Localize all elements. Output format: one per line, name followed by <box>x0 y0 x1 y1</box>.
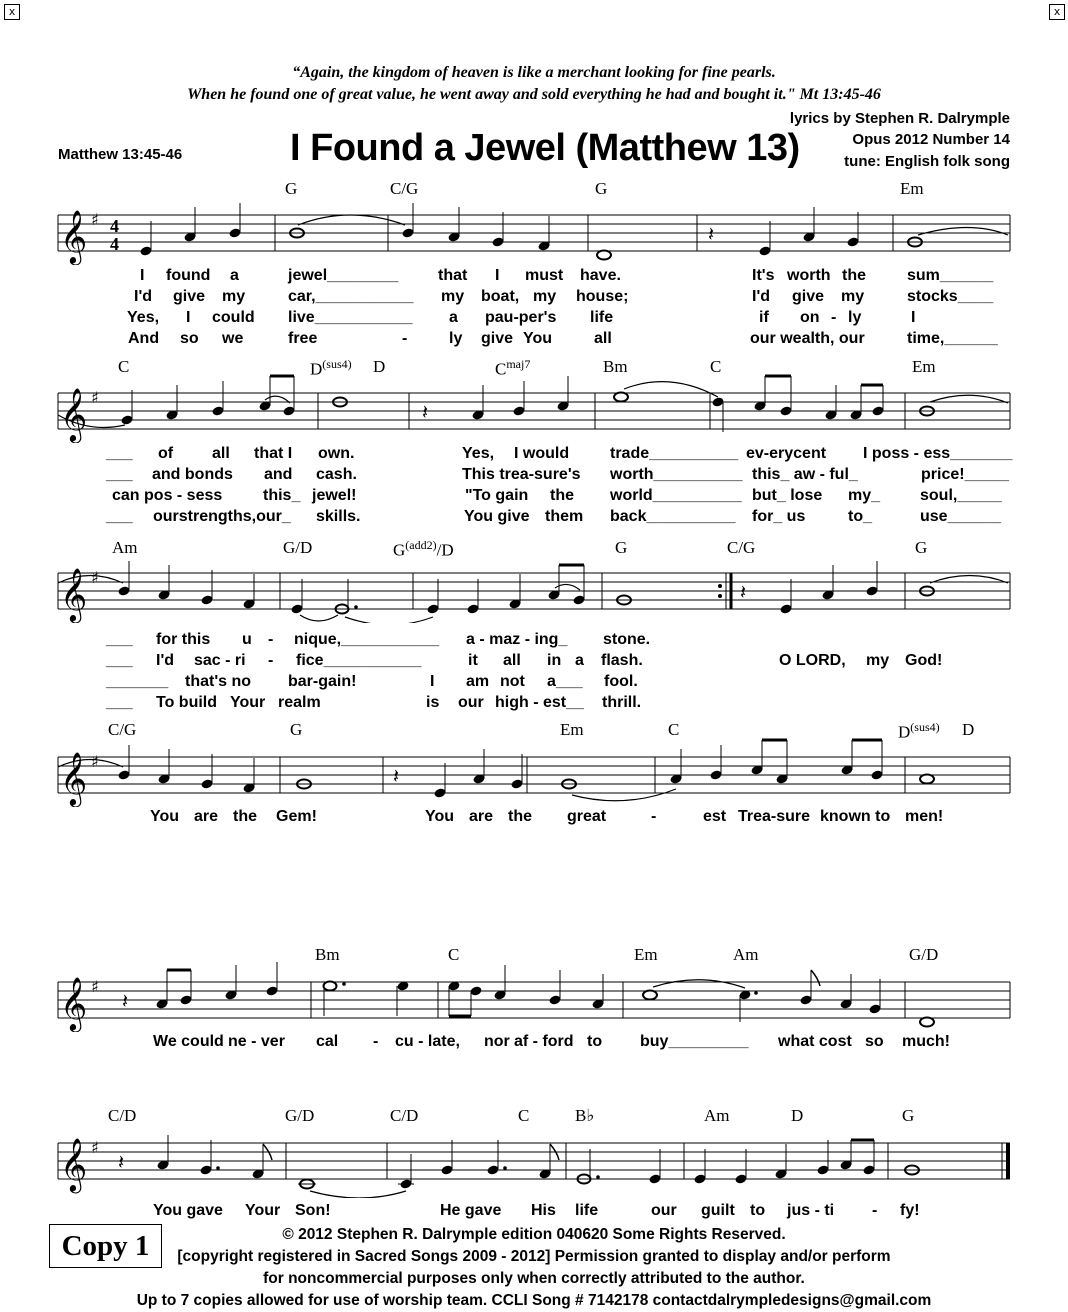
lyric-word: house; <box>576 288 629 305</box>
lyric-word: O LORD, <box>779 652 846 669</box>
lyric-word: - <box>402 330 408 347</box>
lyric-word: but_ lose <box>752 487 823 504</box>
chord-symbol: B♭ <box>575 1106 595 1125</box>
lyric-word: nique,___________ <box>294 631 439 648</box>
lyric-word: what cost <box>778 1033 852 1050</box>
chord-symbol: Em <box>560 720 584 739</box>
lyric-word: my <box>441 288 465 305</box>
chord-symbol: C/D <box>108 1106 137 1125</box>
lyric-word: are <box>469 808 494 825</box>
lyric-word: live___________ <box>288 309 413 326</box>
lyric-word: a - maz - ing_ <box>466 631 568 648</box>
lyric-word: this_ aw - ful_ <box>752 466 858 483</box>
lyric-word: our <box>458 694 484 711</box>
copyright-line: © 2012 Stephen R. Dalrymple edition 040620 Some Rights Reserved. <box>282 1226 786 1243</box>
lyric-word: _______ <box>106 673 169 690</box>
lyric-word: est <box>703 808 727 825</box>
treble-clef-icon: 𝄞 <box>60 751 88 805</box>
lyric-word: give <box>792 288 825 305</box>
lyric-word: worth <box>787 267 831 284</box>
lyricist-credit: lyrics by Stephen R. Dalrymple <box>789 110 1010 127</box>
lyric-word: This trea-sure's <box>462 466 581 483</box>
music-staff <box>0 195 1068 265</box>
lyric-word: worth__________ <box>610 466 743 483</box>
lyric-word: to <box>750 1202 766 1219</box>
lyric-word: jus - ti <box>787 1202 835 1219</box>
attribution-line: for noncommercial purposes only when correctly attributed to the author. <box>263 1270 805 1287</box>
time-signature: 4 <box>110 216 119 236</box>
svg-text:𝄽: 𝄽 <box>422 400 429 424</box>
lyric-word: skills. <box>316 508 361 525</box>
lyric-word: ___ <box>106 694 133 711</box>
treble-clef-icon: 𝄞 <box>60 387 88 441</box>
chord-symbol: G/D <box>283 538 313 557</box>
lyric-word: a <box>230 267 239 284</box>
lyric-word: my_ <box>848 487 881 504</box>
svg-text:𝄽: 𝄽 <box>393 764 400 788</box>
chord-symbol: Bm <box>603 357 628 376</box>
lyric-word: ourstrengths,our_ <box>153 508 291 525</box>
lyric-word: I <box>186 309 191 326</box>
lyric-word: ne - ver <box>228 1033 285 1050</box>
lyric-word: that <box>438 267 468 284</box>
lyric-word: car,___________ <box>288 288 414 305</box>
lyric-word: I poss - ess_______ <box>863 445 1013 462</box>
corner-mark-right[interactable]: x <box>1049 4 1065 20</box>
chord-symbol: C/G <box>390 179 419 198</box>
chord-symbol: C/D <box>390 1106 419 1125</box>
lyric-word: I'd <box>134 288 153 305</box>
scripture-quote-line1: “Again, the kingdom of heaven is like a merchant looking for fine pearls. <box>292 64 776 81</box>
corner-mark-left[interactable]: x <box>4 4 20 20</box>
lyric-word: my <box>533 288 557 305</box>
music-staff <box>0 1123 1068 1198</box>
treble-clef-icon: 𝄞 <box>60 1137 88 1191</box>
lyric-word: soul,_____ <box>920 487 1002 504</box>
lyric-word: we <box>222 330 244 347</box>
lyric-word: He gave <box>440 1202 502 1219</box>
treble-clef-icon: 𝄞 <box>60 567 88 621</box>
lyric-word: that I <box>254 445 293 462</box>
lyric-word: jewel________ <box>288 267 399 284</box>
lyric-word: give <box>481 330 514 347</box>
chord-symbol: D <box>791 1106 804 1125</box>
lyric-word: ___ <box>106 508 133 525</box>
chord-symbol: C/G <box>108 720 137 739</box>
lyric-word: flash. <box>601 652 643 669</box>
contact-line: Up to 7 copies allowed for use of worship team. CCLI Song # 7142178 contactdalrympledesigns@gmail.com <box>136 1292 932 1309</box>
music-staff <box>0 373 1068 443</box>
chord-symbol: Em <box>634 945 658 964</box>
lyric-word: it <box>468 652 478 669</box>
lyric-word: not <box>500 673 525 690</box>
lyric-word: a <box>575 652 584 669</box>
lyric-word: sum______ <box>907 267 994 284</box>
chord-symbol: D <box>373 357 386 376</box>
lyric-word: jewel! <box>312 487 357 504</box>
chord-symbol: Am <box>704 1106 730 1125</box>
lyric-word: - <box>651 808 657 825</box>
lyric-word: own. <box>318 445 355 462</box>
lyric-word: my <box>841 288 865 305</box>
lyric-word: u <box>242 631 252 648</box>
lyric-word: I <box>430 673 435 690</box>
lyric-word: I would <box>514 445 570 462</box>
lyric-word: You <box>150 808 180 825</box>
chord-symbol: C <box>710 357 722 376</box>
chord-symbol: Em <box>912 357 936 376</box>
chord-symbol: C/G <box>727 538 756 557</box>
lyric-word: I <box>495 267 500 284</box>
lyric-word: cash. <box>316 466 357 483</box>
lyric-word: God! <box>905 652 943 669</box>
svg-text:4: 4 <box>110 234 119 254</box>
sharp-icon: ♯ <box>91 1138 99 1157</box>
lyric-word: Gem! <box>276 808 317 825</box>
lyric-word: in <box>547 652 562 669</box>
lyric-word: all <box>594 330 612 347</box>
chord-symbol: C <box>118 357 130 376</box>
lyric-word: the <box>233 808 257 825</box>
sharp-icon: ♯ <box>91 752 99 771</box>
lyric-word: the <box>842 267 866 284</box>
lyric-word: for this <box>156 631 211 648</box>
lyric-word: af - ford <box>514 1033 574 1050</box>
lyric-word: "To gain <box>465 487 529 504</box>
lyric-word: give <box>173 288 206 305</box>
lyric-word: this_ <box>263 487 301 504</box>
lyric-word: have. <box>580 267 621 284</box>
lyric-word: use______ <box>920 508 1001 525</box>
lyric-word: can pos - sess <box>112 487 223 504</box>
chord-symbol: G <box>902 1106 915 1125</box>
tune-credit: tune: English folk song <box>844 153 1010 170</box>
lyric-word: fool. <box>604 673 638 690</box>
lyric-word: them <box>545 508 584 525</box>
chord-symbol: G <box>595 179 608 198</box>
chord-symbol: G/D <box>285 1106 315 1125</box>
lyric-word: sac - ri <box>194 652 246 669</box>
sharp-icon: ♯ <box>91 568 99 587</box>
svg-text:𝄽: 𝄽 <box>122 989 129 1013</box>
chord-symbol: Bm <box>315 945 340 964</box>
lyric-word: You <box>425 808 455 825</box>
lyric-word: my <box>866 652 890 669</box>
lyric-word: if <box>759 309 769 326</box>
lyric-word: ly <box>848 309 862 326</box>
lyric-word: It's <box>752 267 775 284</box>
chord-symbol: $G^{(add2)}/D$ <box>393 538 454 560</box>
lyric-word: found <box>166 267 211 284</box>
lyric-word: - <box>268 631 274 648</box>
lyric-word: a <box>449 309 458 326</box>
lyric-word: my <box>222 288 246 305</box>
lyric-word: bar-gain! <box>288 673 357 690</box>
lyric-word: that's no <box>185 673 252 690</box>
chord-symbol: $C^{maj7}$ <box>495 357 531 379</box>
lyric-word: ___ <box>106 652 133 669</box>
lyric-word: time,______ <box>907 330 998 347</box>
lyric-word: all <box>503 652 521 669</box>
lyric-word: the <box>508 808 532 825</box>
lyric-word: thrill. <box>602 694 642 711</box>
lyric-word: realm <box>278 694 321 711</box>
chord-symbol: C <box>668 720 680 739</box>
copy-label: Copy 1 <box>49 1224 162 1268</box>
lyric-word: price!_____ <box>921 466 1010 483</box>
lyric-word: You <box>523 330 553 347</box>
lyric-word: life <box>590 309 614 326</box>
scripture-quote-line2: When he found one of great value, he went away and sold everything he had and bought it." Mt 13:45-46 <box>187 86 881 103</box>
lyric-word: life <box>575 1202 599 1219</box>
lyric-word: known to <box>820 808 891 825</box>
lyric-word: Yes, <box>462 445 495 462</box>
lyric-word: our wealth, our <box>750 330 865 347</box>
lyric-word: pau-per's <box>485 309 557 326</box>
lyric-word: I'd <box>156 652 175 669</box>
lyric-word: To build <box>156 694 218 711</box>
lyric-word: ly <box>449 330 463 347</box>
chord-symbol: $D^{(sus4)}$ <box>310 357 352 379</box>
chord-symbol: G <box>290 720 303 739</box>
lyric-word: of <box>158 445 174 462</box>
lyric-word: I'd <box>752 288 771 305</box>
lyric-word: ___ <box>106 445 133 462</box>
lyric-word: guilt <box>701 1202 735 1219</box>
sharp-icon: ♯ <box>91 388 99 407</box>
lyric-word: Trea-sure <box>738 808 811 825</box>
music-staff <box>0 737 1068 807</box>
lyric-word: are <box>194 808 219 825</box>
lyric-word: is <box>426 694 440 711</box>
lyric-word: cu - late, <box>395 1033 460 1050</box>
lyric-word: ___ <box>106 631 133 648</box>
lyric-word: I <box>140 267 145 284</box>
lyric-word: nor <box>484 1033 510 1050</box>
chord-symbol: C <box>518 1106 530 1125</box>
chord-symbol: G <box>915 538 928 557</box>
lyric-word: stone. <box>603 631 651 648</box>
chord-symbol: Em <box>900 179 924 198</box>
svg-text:𝄽: 𝄽 <box>708 222 715 246</box>
lyric-word: great <box>567 808 607 825</box>
lyric-word: on <box>800 309 820 326</box>
lyric-word: Yes, <box>127 309 160 326</box>
treble-clef-icon: 𝄞 <box>60 976 88 1030</box>
lyric-word: men! <box>905 808 944 825</box>
lyric-word: could <box>212 309 255 326</box>
lyric-word: - <box>872 1202 878 1219</box>
lyric-word: am <box>466 673 490 690</box>
permission-line: [copyright registered in Sacred Songs 2009 - 2012] Permission granted to display and/or perform <box>177 1248 891 1265</box>
chord-symbol: $D^{(sus4)}$ <box>898 720 940 742</box>
lyric-word: - <box>831 309 837 326</box>
chord-symbol: G <box>615 538 628 557</box>
lyric-word: for_ us <box>752 508 806 525</box>
chord-symbol: Am <box>733 945 759 964</box>
lyric-word: buy_________ <box>640 1033 749 1050</box>
scripture-reference: Matthew 13:45-46 <box>58 146 183 163</box>
lyric-word: stocks____ <box>907 288 994 305</box>
lyric-word: free <box>288 330 318 347</box>
svg-text:𝄽: 𝄽 <box>740 580 747 604</box>
lyric-word: Son! <box>295 1202 331 1219</box>
opus-number: Opus 2012 Number 14 <box>852 131 1010 148</box>
lyric-word: much! <box>902 1033 950 1050</box>
lyric-word: so <box>180 330 199 347</box>
chord-symbol: Am <box>112 538 138 557</box>
chord-symbol: D <box>962 720 975 739</box>
lyric-word: boat, <box>481 288 520 305</box>
lyric-word: all <box>212 445 230 462</box>
lyric-word: And <box>128 330 160 347</box>
lyric-word: ___ <box>106 466 133 483</box>
chord-symbol: G <box>285 179 298 198</box>
music-staff <box>0 553 1068 623</box>
treble-clef-icon: 𝄞 <box>60 209 88 263</box>
lyric-word: fy! <box>900 1202 920 1219</box>
lyric-word: - <box>268 652 274 669</box>
chord-symbol: G/D <box>909 945 939 964</box>
lyric-word: ev-erycent <box>746 445 827 462</box>
lyric-word: I <box>911 309 916 326</box>
lyric-word: You give <box>464 508 530 525</box>
lyric-word: You gave <box>153 1202 223 1219</box>
lyric-word: high - est__ <box>495 694 584 711</box>
lyric-word: world__________ <box>610 487 742 504</box>
lyric-word: a___ <box>547 673 583 690</box>
lyric-word: fice___________ <box>296 652 422 669</box>
music-staff <box>0 962 1068 1032</box>
lyric-word: the <box>550 487 574 504</box>
lyric-word: and <box>264 466 293 483</box>
lyric-word: so <box>865 1033 884 1050</box>
lyric-word: to_ <box>848 508 872 525</box>
lyric-word: His <box>531 1202 556 1219</box>
lyric-word: and bonds <box>152 466 233 483</box>
lyric-word: trade__________ <box>610 445 739 462</box>
lyric-word: must <box>525 267 564 284</box>
chord-symbol: C <box>448 945 460 964</box>
sharp-icon: ♯ <box>91 210 99 229</box>
lyric-word: our <box>651 1202 677 1219</box>
sharp-icon: ♯ <box>91 977 99 996</box>
lyric-word: Your <box>230 694 266 711</box>
lyric-word: back__________ <box>610 508 736 525</box>
svg-text:𝄽: 𝄽 <box>118 1150 125 1174</box>
lyric-word: to <box>587 1033 603 1050</box>
lyric-word: cal <box>316 1033 339 1050</box>
lyric-word: We could <box>153 1033 224 1050</box>
lyric-word: - <box>373 1033 379 1050</box>
lyric-word: Your <box>245 1202 281 1219</box>
song-title: I Found a Jewel (Matthew 13) <box>290 127 800 169</box>
